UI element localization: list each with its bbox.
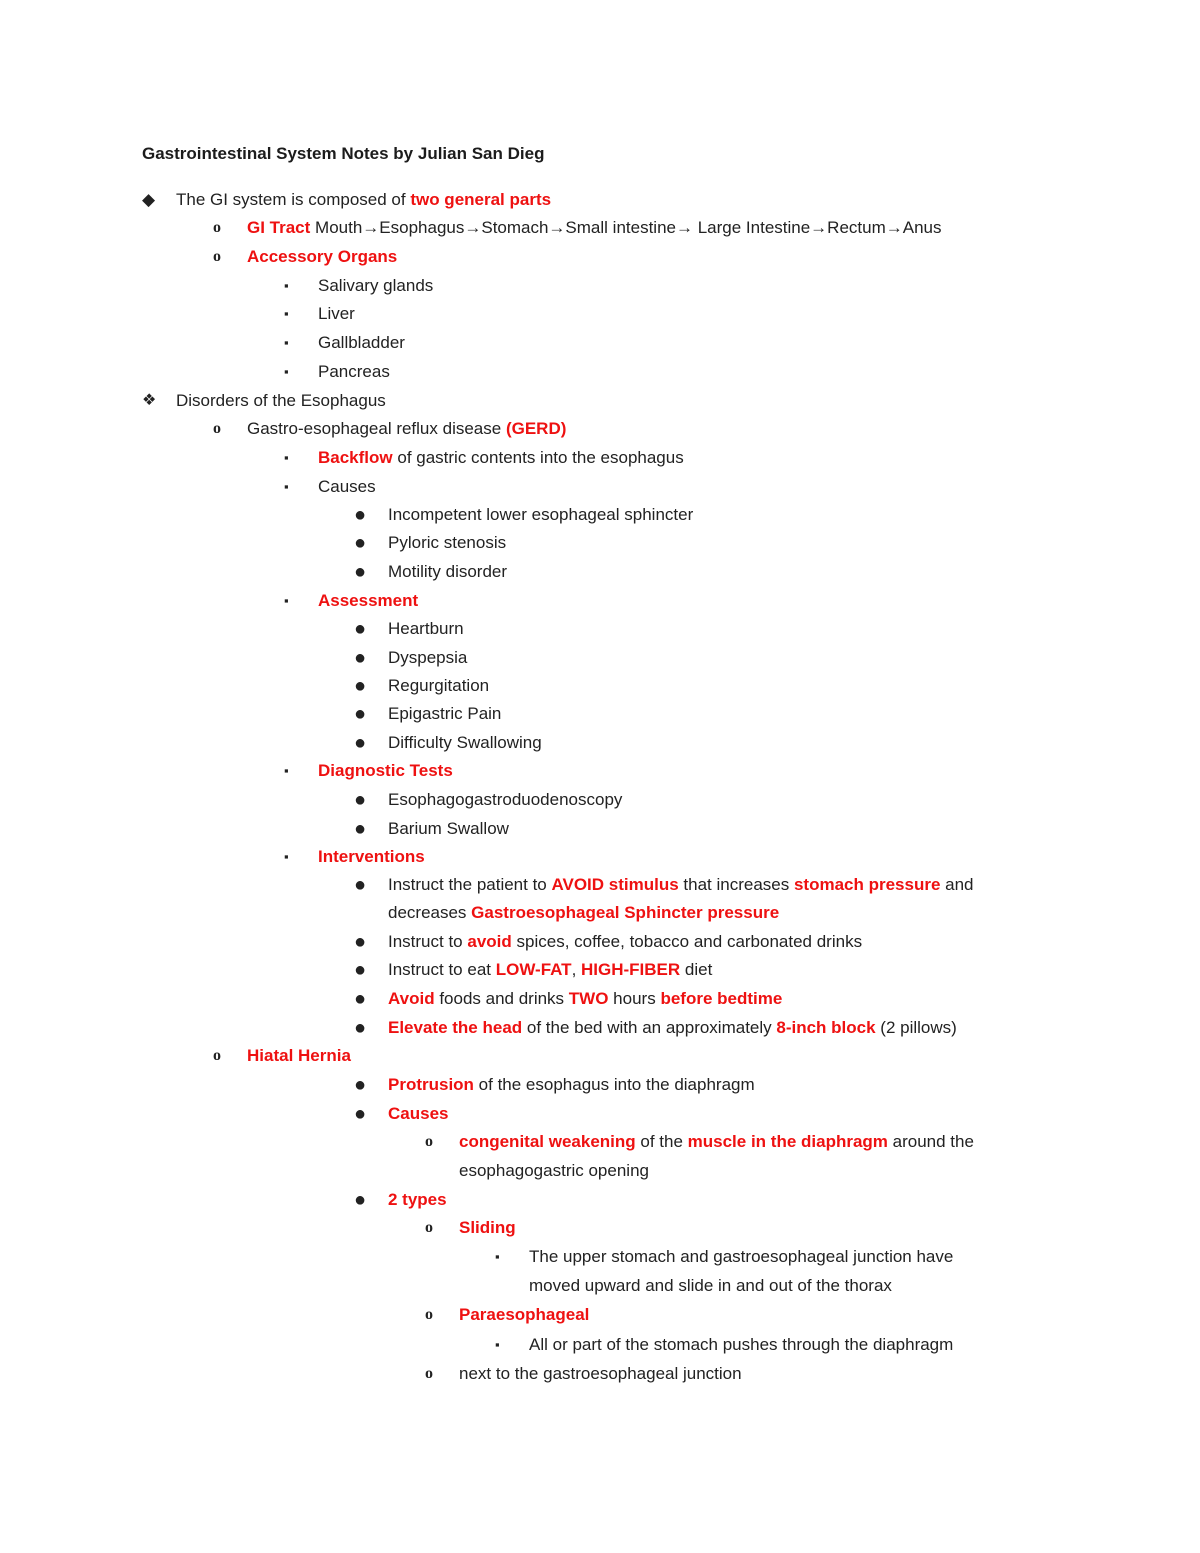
highlighted-text: Avoid [388, 989, 435, 1008]
list-item [354, 615, 464, 643]
list-item [354, 1100, 449, 1128]
text-segment: next to the gastroesophageal junction [459, 1364, 742, 1383]
highlighted-text: Diagnostic Tests [318, 761, 453, 780]
dot-bullet-icon: ● [354, 1103, 367, 1125]
text-segment: Mouth→Esophagus→Stomach→Small intestine→ Large Intestine→Rectum→Anus [310, 218, 942, 237]
text-segment: diet [680, 960, 713, 979]
list-item [284, 358, 390, 386]
highlighted-text: (GERD) [505, 419, 567, 438]
highlighted-text: Hiatal Hernia [247, 1046, 351, 1065]
list-item [425, 1360, 742, 1388]
text-segment: Heartburn [388, 619, 464, 638]
list-item [354, 1071, 755, 1099]
text-segment: Regurgitation [388, 676, 490, 695]
text-segment: , [571, 960, 582, 979]
line-text [388, 1075, 755, 1094]
list-item [284, 444, 684, 472]
list-item [354, 871, 974, 899]
list-item [354, 786, 623, 814]
text-segment: of the esophagus into the diaphragm [473, 1075, 755, 1094]
line-text [318, 304, 355, 323]
line-text [388, 903, 779, 922]
line-text [176, 190, 551, 209]
list-item [284, 329, 405, 357]
line-text [459, 1161, 649, 1180]
list-item [213, 415, 567, 443]
line-text [388, 819, 509, 838]
highlighted-text: two general parts [410, 190, 552, 209]
text-segment: The GI system is composed of [176, 190, 411, 209]
text-segment: that increases [678, 875, 794, 894]
square-bullet-icon: ▪ [495, 1249, 500, 1264]
line-text [388, 704, 501, 723]
list-item [284, 473, 376, 501]
line-text [388, 875, 974, 894]
square-bullet-icon: ▪ [284, 593, 289, 608]
circle-bullet-icon: o [213, 219, 221, 236]
text-segment: decreases [388, 903, 472, 922]
line-text [318, 448, 684, 467]
line-text [529, 1247, 953, 1266]
dot-bullet-icon: ● [354, 1017, 367, 1039]
list-item [495, 1331, 954, 1359]
list-item [425, 1301, 590, 1329]
line-text [388, 790, 622, 809]
dot-bullet-icon: ● [354, 789, 367, 811]
text-segment: Epigastric Pain [388, 704, 502, 723]
text-segment: The upper stomach and gastroesophageal junction have [529, 1247, 954, 1266]
line-text [388, 619, 464, 638]
highlighted-text: AVOID stimulus [551, 875, 679, 894]
list-item [213, 1042, 351, 1070]
dot-bullet-icon: ● [354, 561, 367, 583]
line-text [459, 1364, 742, 1383]
line-text [388, 505, 693, 524]
dot-bullet-icon: ● [354, 1074, 367, 1096]
line-text [318, 591, 418, 610]
list-item [213, 214, 942, 242]
square-bullet-icon: ▪ [495, 1337, 500, 1352]
dot-bullet-icon: ● [354, 732, 367, 754]
dot-bullet-icon: ● [354, 1189, 367, 1211]
square-bullet-icon: ▪ [284, 479, 289, 494]
text-segment: Gastro-esophageal reflux disease [247, 419, 506, 438]
line-text [388, 989, 782, 1008]
dot-bullet-icon: ● [354, 988, 367, 1010]
text-segment: esophagogastric opening [459, 1161, 649, 1180]
highlighted-text: Interventions [318, 847, 425, 866]
square-bullet-icon: ▪ [284, 335, 289, 350]
list-item [354, 729, 542, 757]
text-segment: Incompetent lower esophageal sphincter [388, 505, 694, 524]
text-segment: Liver [318, 304, 355, 323]
line-text [247, 218, 942, 237]
highlighted-text: 2 types [388, 1190, 447, 1209]
list-item [142, 387, 386, 415]
line-text [388, 562, 507, 581]
line-text [247, 419, 566, 438]
line-text [318, 847, 425, 866]
circle-bullet-icon: o [213, 1047, 221, 1064]
circle-bullet-icon: o [425, 1306, 433, 1323]
text-segment: and [940, 875, 974, 894]
list-item [495, 1243, 954, 1271]
text-segment: Instruct to eat [388, 960, 496, 979]
list-item [354, 501, 694, 529]
list-item [284, 300, 355, 328]
line-text [318, 761, 453, 780]
list-item [354, 815, 509, 843]
list-item [425, 1214, 516, 1242]
line-text [318, 362, 390, 381]
square-bullet-icon: ▪ [284, 364, 289, 379]
text-segment: moved upward and slide in and out of the thorax [529, 1276, 892, 1295]
circle-bullet-icon: o [425, 1365, 433, 1382]
line-text [388, 648, 467, 667]
list-item [142, 186, 552, 214]
highlighted-text: Causes [388, 1104, 449, 1123]
list-item [354, 558, 508, 586]
circle-bullet-icon: o [425, 1219, 433, 1236]
dot-bullet-icon: ● [354, 675, 367, 697]
text-segment: Instruct to [388, 932, 468, 951]
highlighted-text: Protrusion [388, 1075, 474, 1094]
text-segment: Causes [318, 477, 376, 496]
line-text [388, 1018, 957, 1037]
line-text [529, 1276, 892, 1295]
dot-bullet-icon: ● [354, 818, 367, 840]
list-item [354, 672, 490, 700]
dot-bullet-icon: ● [354, 874, 367, 896]
line-text [388, 676, 489, 695]
text-segment: spices, coffee, tobacco and carbonated drinks [511, 932, 863, 951]
list-item [284, 843, 425, 871]
list-item [354, 928, 863, 956]
dot-bullet-icon: ● [354, 618, 367, 640]
highlighted-text: LOW-FAT [495, 960, 572, 979]
circle-bullet-icon: o [425, 1133, 433, 1150]
text-segment: Disorders of the Esophagus [176, 391, 386, 410]
dot-bullet-icon: ● [354, 504, 367, 526]
list-item [354, 956, 713, 984]
text-segment: of the [635, 1132, 688, 1151]
line-text [318, 477, 376, 496]
text-segment: Gallbladder [318, 333, 405, 352]
page-title: Gastrointestinal System Notes by Julian San Dieg [142, 144, 545, 163]
square-bullet-icon: ▪ [284, 278, 289, 293]
circle-bullet-icon: o [213, 248, 221, 265]
list-item [354, 1014, 957, 1042]
text-segment: of gastric contents into the esophagus [392, 448, 684, 467]
text-segment: Esophagogastroduodenoscopy [388, 790, 623, 809]
square-bullet-icon: ▪ [284, 763, 289, 778]
square-bullet-icon: ▪ [284, 849, 289, 864]
dot-bullet-icon: ● [354, 959, 367, 981]
text-segment: Difficulty Swallowing [388, 733, 542, 752]
list-item-continuation [459, 1157, 649, 1185]
list-item [284, 587, 419, 615]
line-text [176, 391, 386, 410]
list-item [354, 700, 502, 728]
line-text [318, 276, 433, 295]
circle-bullet-icon: o [213, 420, 221, 437]
line-text [388, 932, 862, 951]
highlighted-text: GI Tract [247, 218, 311, 237]
list-item [284, 757, 453, 785]
highlighted-text: stomach pressure [793, 875, 941, 894]
highlighted-text: TWO [568, 989, 609, 1008]
list-item-continuation [529, 1272, 892, 1300]
highlighted-text: Gastroesophageal Sphincter pressure [471, 903, 780, 922]
diamond-bullet-icon: ◆ [142, 190, 156, 209]
list-item [354, 985, 783, 1013]
highlighted-text: avoid [467, 932, 512, 951]
text-segment: Pancreas [318, 362, 390, 381]
line-text [529, 1335, 953, 1354]
line-text [459, 1305, 589, 1324]
text-segment: Pyloric stenosis [388, 533, 507, 552]
line-text [388, 533, 506, 552]
highlighted-text: congenital weakening [459, 1132, 636, 1151]
dot-bullet-icon: ● [354, 647, 367, 669]
highlighted-text: Sliding [459, 1218, 516, 1237]
list-item-continuation [388, 899, 779, 927]
text-segment: Barium Swallow [388, 819, 509, 838]
highlighted-text: Backflow [318, 448, 393, 467]
text-segment: hours [608, 989, 661, 1008]
highlighted-text: Elevate the head [388, 1018, 523, 1037]
text-segment: Salivary glands [318, 276, 434, 295]
line-text [247, 1046, 351, 1065]
square-bullet-icon: ▪ [284, 306, 289, 321]
text-segment: around the [887, 1132, 974, 1151]
text-segment: All or part of the stomach pushes through the diaphragm [529, 1335, 954, 1354]
highlighted-text: Assessment [318, 591, 419, 610]
list-item [354, 529, 507, 557]
text-segment: (2 pillows) [875, 1018, 957, 1037]
highlighted-text: before bedtime [660, 989, 783, 1008]
text-segment: of the bed with an approximately [522, 1018, 777, 1037]
line-text [388, 960, 712, 979]
list-item [354, 644, 468, 672]
list-item [284, 272, 434, 300]
line-text [459, 1132, 974, 1151]
highlighted-text: Paraesophageal [459, 1305, 590, 1324]
dot-bullet-icon: ● [354, 532, 367, 554]
highlighted-text: Accessory Organs [247, 247, 398, 266]
list-item [213, 243, 398, 271]
line-text [388, 1190, 447, 1209]
dot-bullet-icon: ● [354, 703, 367, 725]
text-segment: Motility disorder [388, 562, 508, 581]
list-item [354, 1186, 447, 1214]
line-text [459, 1218, 516, 1237]
dot-bullet-icon: ● [354, 931, 367, 953]
highlighted-text: HIGH-FIBER [581, 960, 681, 979]
highlighted-text: 8-inch block [776, 1018, 876, 1037]
line-text [388, 733, 542, 752]
line-text [318, 333, 405, 352]
list-item [425, 1128, 974, 1156]
highlighted-text: muscle in the diaphragm [687, 1132, 888, 1151]
text-segment: foods and drinks [434, 989, 569, 1008]
clover-bullet-icon: ❖ [142, 392, 157, 409]
line-text [247, 247, 397, 266]
text-segment: Dyspepsia [388, 648, 468, 667]
line-text [388, 1104, 448, 1123]
square-bullet-icon: ▪ [284, 450, 289, 465]
text-segment: Instruct the patient to [388, 875, 552, 894]
